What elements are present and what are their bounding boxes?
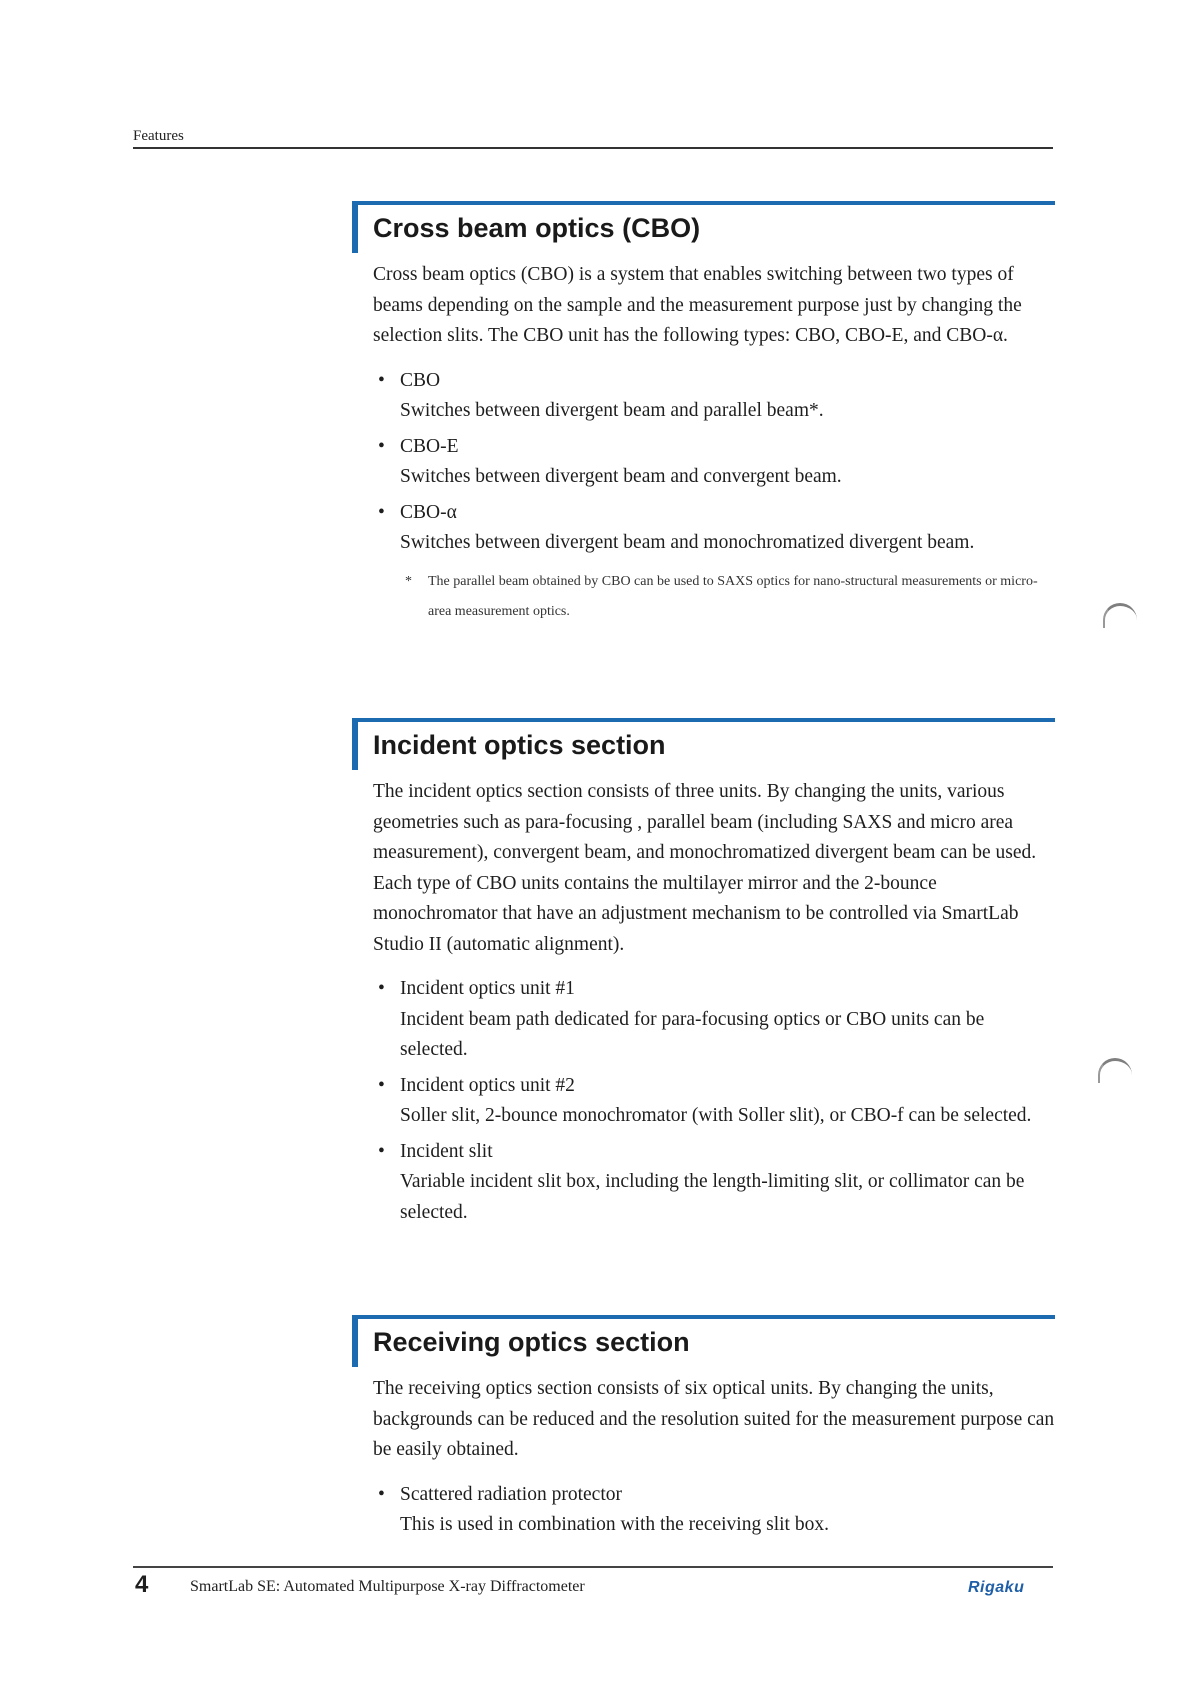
footnote-text: The parallel beam obtained by CBO can be used to SAXS optics for nano-structural measurements or micro-area measurement optics.	[428, 573, 1038, 619]
bullet-icon: •	[378, 1074, 385, 1096]
receiving-unit-list	[373, 1480, 1055, 1541]
item-label: Incident optics unit #2	[400, 1074, 575, 1096]
list-item	[373, 498, 1055, 559]
item-label: Scattered radiation protector	[400, 1483, 622, 1505]
bullet-icon: •	[378, 1140, 385, 1162]
item-description: Switches between divergent beam and convergent beam.	[400, 466, 842, 487]
section-title: Incident optics section	[373, 730, 666, 760]
rigaku-logo: Rigaku	[968, 1579, 1025, 1596]
item-label: Incident slit	[400, 1140, 493, 1162]
list-item	[373, 432, 1055, 493]
section-accent-bar	[352, 722, 358, 770]
list-item	[373, 974, 1055, 1066]
bullet-icon: •	[378, 978, 385, 999]
list-item	[373, 366, 1055, 427]
item-description: Variable incident slit box, including the length-limiting slit, or collimator can be selected.	[400, 1171, 1025, 1223]
item-description: Switches between divergent beam and parallel beam*.	[400, 400, 824, 421]
cbo-type-list	[373, 366, 1055, 559]
section-body	[373, 1374, 1055, 1541]
footnote	[373, 567, 1055, 627]
punch-hole-mark	[1098, 1058, 1132, 1083]
list-item	[373, 1480, 1055, 1541]
footer-rule	[133, 1566, 1053, 1568]
section-rule	[352, 718, 1055, 722]
item-description: Switches between divergent beam and monochromatized divergent beam.	[400, 532, 975, 553]
section-intro: Cross beam optics (CBO) is a system that enables switching between two types of beams depending on the sample and the measurement purpose just by changing the selection slits. The CBO unit has the following types: CBO, CBO-E, and CBO-α.	[373, 264, 1022, 346]
punch-hole-mark	[1103, 603, 1137, 628]
section-accent-bar	[352, 205, 358, 253]
item-label: CBO-E	[400, 435, 459, 457]
bullet-icon: •	[378, 1483, 385, 1505]
item-label: CBO	[400, 369, 441, 391]
incident-unit-list	[373, 974, 1055, 1228]
item-description: This is used in combination with the receiving slit box.	[400, 1514, 829, 1535]
item-label: Incident optics unit #1	[400, 978, 575, 999]
list-item	[373, 1071, 1055, 1132]
section-accent-bar	[352, 1319, 358, 1367]
item-label: CBO-α	[400, 501, 457, 523]
item-description: Soller slit, 2-bounce monochromator (with Soller slit), or CBO-f can be selected.	[400, 1105, 1032, 1126]
section-title: Receiving optics section	[373, 1327, 690, 1357]
section-rule	[352, 1315, 1055, 1319]
section-rule	[352, 201, 1055, 205]
header-rule	[133, 147, 1053, 149]
running-header: Features	[133, 128, 184, 144]
section-body	[373, 777, 1055, 1228]
bullet-icon: •	[378, 501, 385, 523]
bullet-icon: •	[378, 369, 385, 391]
section-intro: The receiving optics section consists of six optical units. By changing the units, backgrounds can be reduced and the resolution suited for the measurement purpose can be easily obtained.	[373, 1378, 1055, 1460]
list-item	[373, 1137, 1055, 1229]
section-body	[373, 260, 1055, 627]
section-title: Cross beam optics (CBO)	[373, 213, 701, 243]
section-intro: The incident optics section consists of three units. By changing the units, various geometries such as para-focusing , parallel beam (including SAXS and micro area measurement), convergent beam, and monochromatized divergent beam can be used. Each type of CBO units contains the multilayer mirror and the 2-bounce monochromator that have an adjustment mechanism to be controlled via SmartLab Studio II (automatic alignment).	[373, 781, 1037, 955]
page-number: 4	[135, 1571, 149, 1598]
footer-doc-title: SmartLab SE: Automated Multipurpose X-ray Diffractometer	[190, 1578, 585, 1595]
item-description: Incident beam path dedicated for para-focusing optics or CBO units can be selected.	[400, 1008, 985, 1060]
bullet-icon: •	[378, 435, 385, 457]
footnote-marker: *	[405, 573, 412, 589]
